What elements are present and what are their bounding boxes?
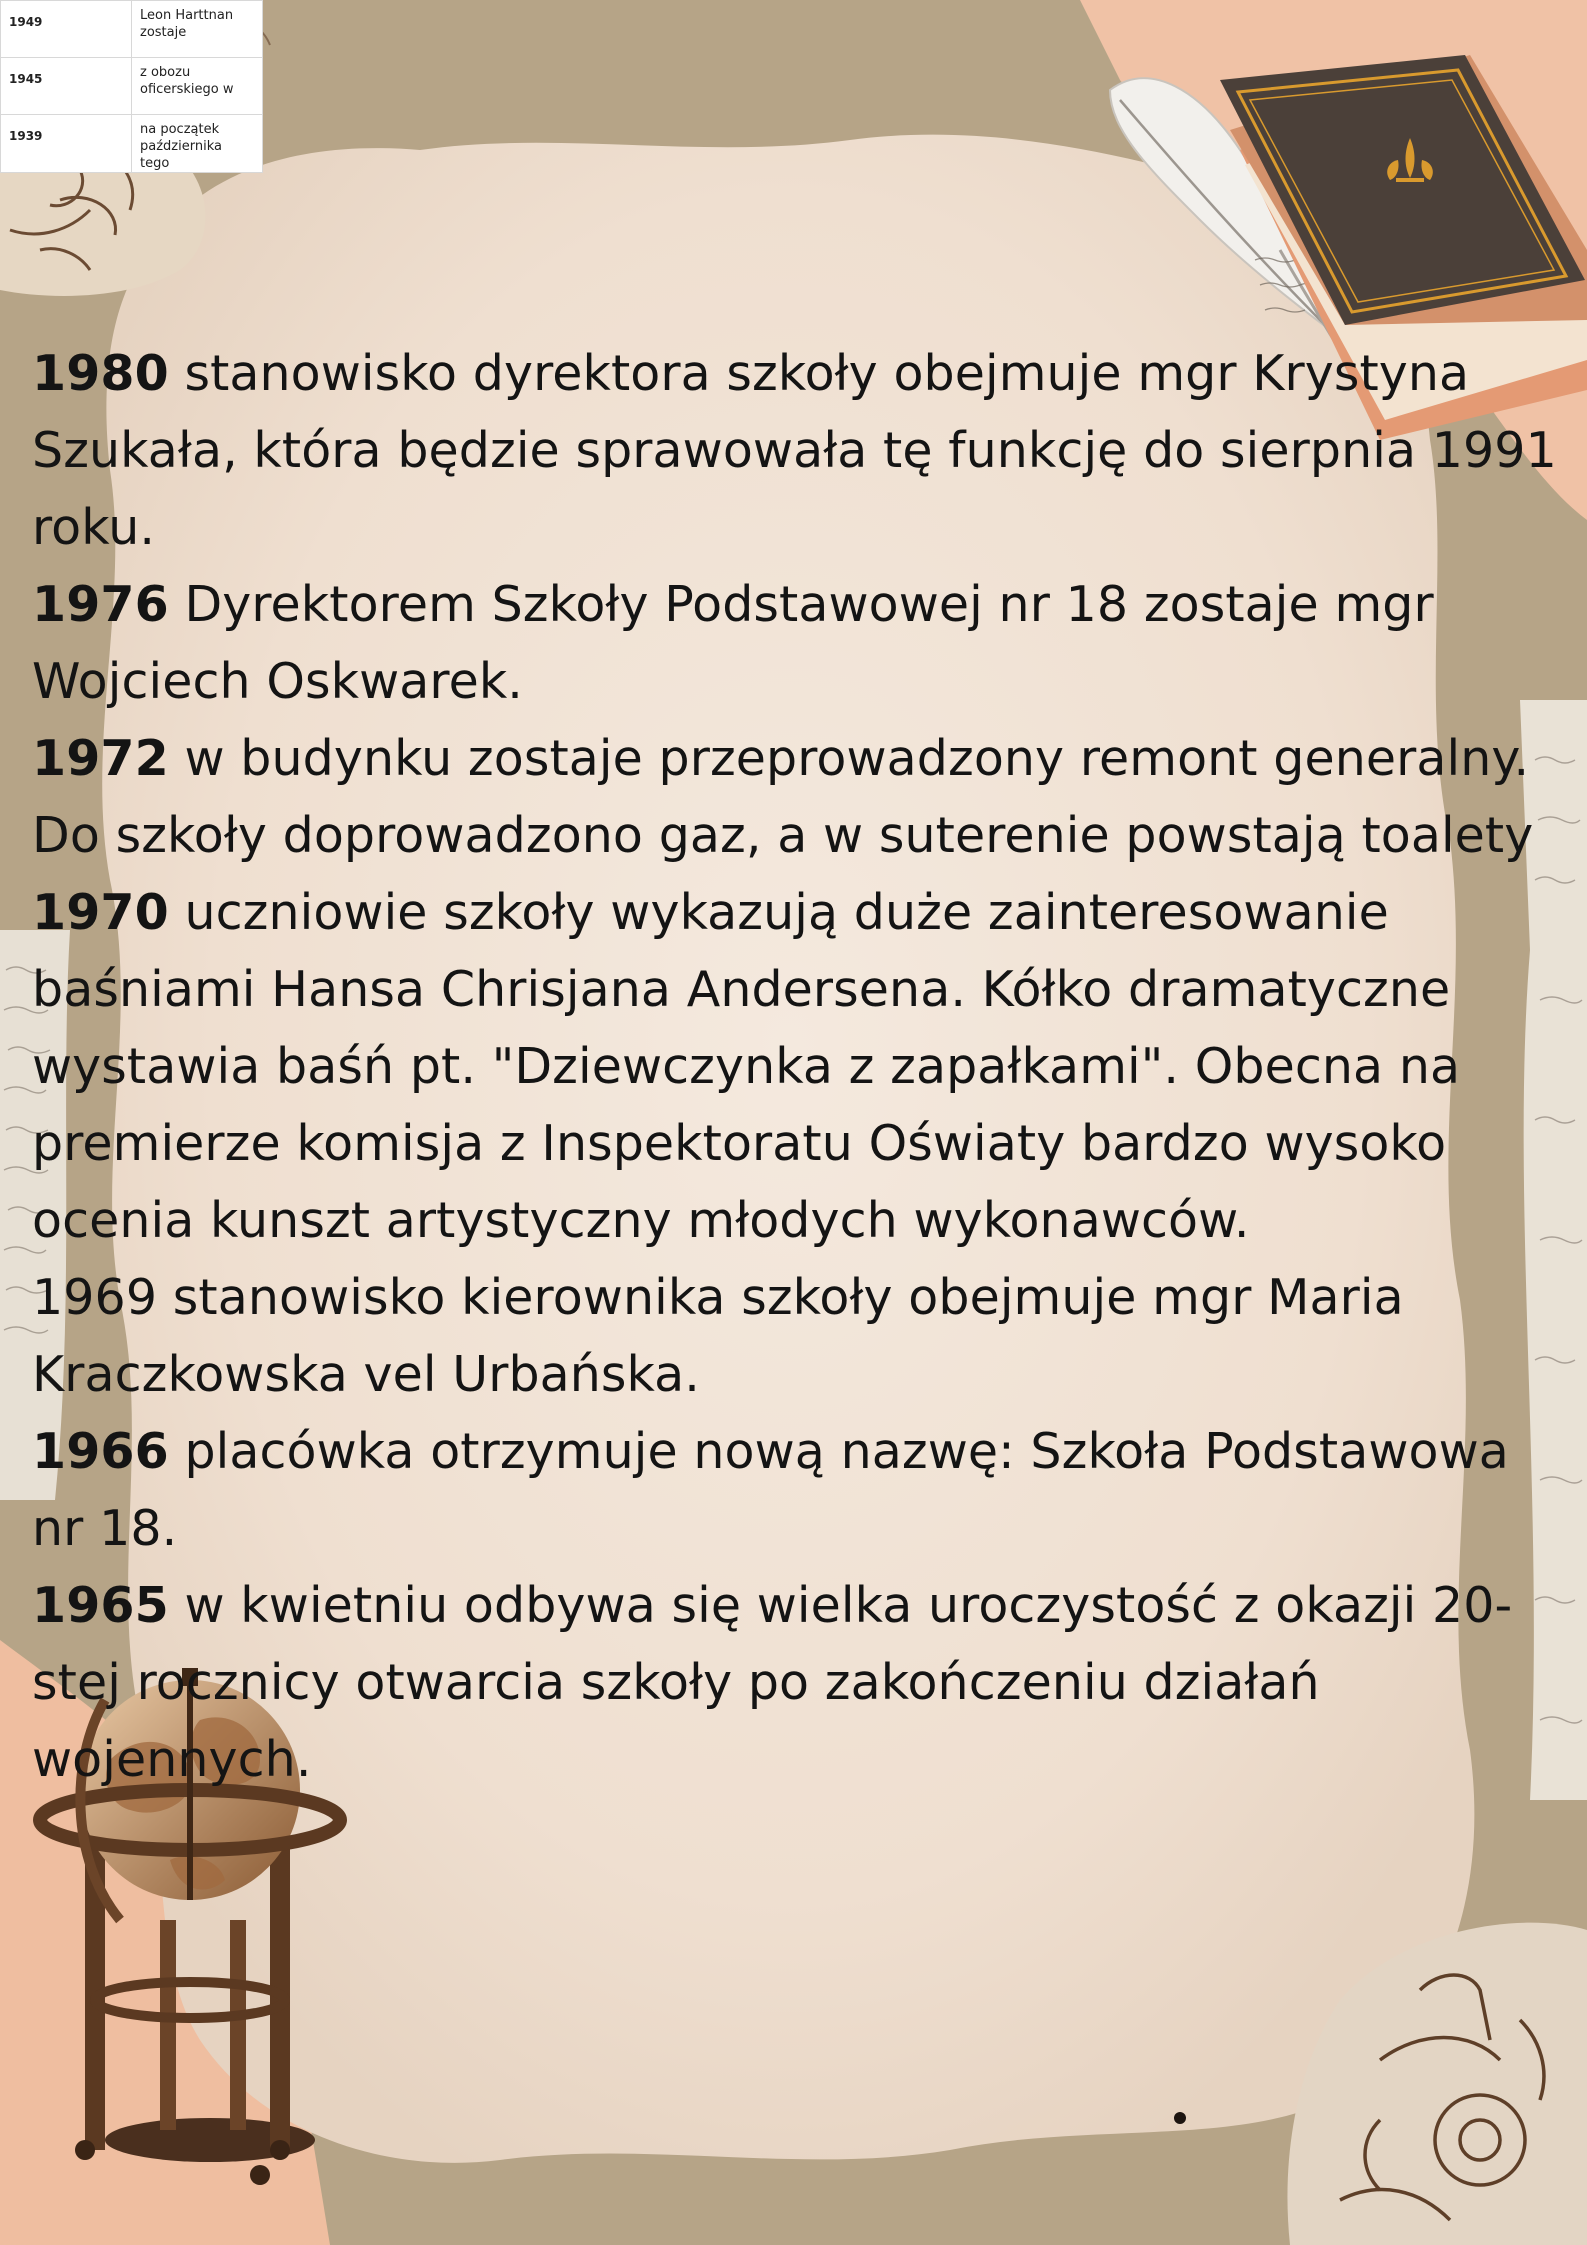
table-cell-year: 1949 [1,1,132,58]
table-cell-text: Leon Harttnan zostaje [132,1,263,58]
timeline-entry-1965 [32,1567,1572,1798]
timeline-entry-1976 [32,566,1572,720]
timeline-text [32,335,1572,1798]
entry-year: 1970 [32,884,169,941]
entry-text: placówka otrzymuje nową nazwę: Szkoła Podstawowa nr 18. [32,1423,1509,1557]
entry-text: uczniowie szkoły wykazują duże zainteresowanie baśniami Hansa Chrisjana Andersena. Kółko dramatyczne wystawia baśń pt. "Dziewczynka z zapałkami". Obecna na premierze komisja z Inspektoratu Oświaty bardzo wysoko ocenia kunszt artystyczny młodych wykonawców. [32,884,1461,1249]
history-mini-table [0,0,263,173]
table-cell-year: 1945 [1,58,132,115]
timeline-entry-1980 [32,335,1572,566]
table-cell-year: 1939 [1,115,132,173]
entry-year: 1969 [32,1269,158,1326]
entry-year: 1966 [32,1423,169,1480]
timeline-entry-1972 [32,720,1572,874]
entry-year: 1972 [32,730,169,787]
entry-text: w kwietniu odbywa się wielka uroczystość z okazji 20-stej rocznicy otwarcia szkoły po zakończeniu działań wojennych. [32,1577,1513,1788]
table-row [1,1,263,58]
entry-text: Dyrektorem Szkoły Podstawowej nr 18 zostaje mgr Wojciech Oskwarek. [32,576,1434,710]
timeline-entry-1966 [32,1413,1572,1567]
table-row [1,115,263,173]
table-cell-text: na początek października tego [132,115,263,173]
table-cell-text: z obozu oficerskiego w [132,58,263,115]
timeline-entry-1969 [32,1259,1572,1413]
entry-year: 1980 [32,345,169,402]
table-row [1,58,263,115]
entry-text: stanowisko dyrektora szkoły obejmuje mgr Krystyna Szukała, która będzie sprawowała tę funkcję do sierpnia 1991 roku. [32,345,1557,556]
entry-year: 1965 [32,1577,169,1634]
entry-year: 1976 [32,576,169,633]
entry-text: w budynku zostaje przeprowadzony remont generalny. Do szkoły doprowadzono gaz, a w suterenie powstają toalety [32,730,1534,864]
timeline-entry-1970 [32,874,1572,1259]
entry-text: stanowisko kierownika szkoły obejmuje mgr Maria Kraczkowska vel Urbańska. [32,1269,1404,1403]
